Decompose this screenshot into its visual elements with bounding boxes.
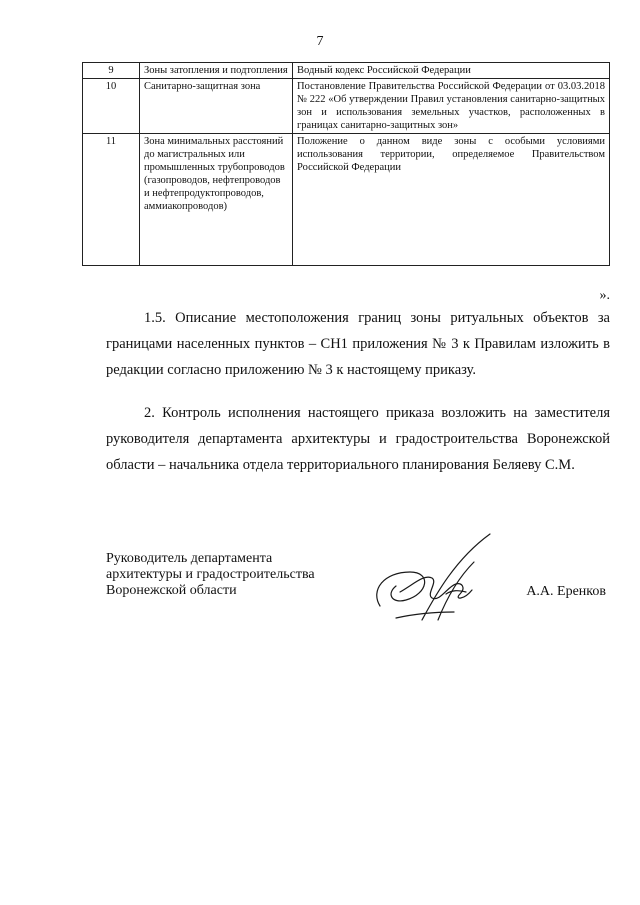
- paragraph-2-text: 2. Контроль исполнения настоящего приказа возложить на заместителя руководителя департамента архитектуры и градостроительства Воронежской области – начальника отдела территориального планирования Беляеву С.М.: [106, 405, 610, 473]
- table-row: [83, 134, 610, 266]
- table-row: [83, 79, 610, 134]
- table-row: [83, 63, 610, 79]
- signatory-title-line: Воронежской области: [106, 583, 237, 598]
- paragraph-1-5-text: 1.5. Описание местоположения границ зоны ритуальных объектов за границами населенных пунктов – СН1 приложения № 3 к Правилам изложить в редакции согласно приложению № 3 к настоящему приказу.: [106, 310, 610, 378]
- paragraph-1-5: [106, 305, 610, 383]
- closing-quote: ».: [599, 288, 610, 303]
- zones-table: [82, 62, 610, 266]
- row-number: 9: [83, 63, 140, 79]
- row-number: 10: [83, 79, 140, 134]
- zone-regulation: Постановление Правительства Российской Федерации от 03.03.2018 № 222 «Об утверждении Правил установления санитарно-защитных зон и использования земельных участков, расположенных в границах санитарно-защитных зон»: [293, 79, 610, 134]
- zone-regulation: Положение о данном виде зоны с особыми условиями использования территории, определяемое Правительством Российской Федерации: [293, 134, 610, 266]
- zone-name: Санитарно-защитная зона: [140, 79, 293, 134]
- zone-name: Зона минимальных расстояний до магистральных или промышленных трубопроводов (газопроводов, нефтепроводов и нефтепродуктопроводов, аммиакопроводов): [140, 134, 293, 266]
- zone-name: Зоны затопления и подтопления: [140, 63, 293, 79]
- row-number: 11: [83, 134, 140, 266]
- page-number: 7: [316, 34, 324, 49]
- signatory-title-line: Руководитель департамента: [106, 551, 273, 566]
- signatory-name: А.А. Еренков: [526, 584, 606, 599]
- zone-regulation: Водный кодекс Российской Федерации: [293, 63, 610, 79]
- signatory-title: [106, 551, 315, 599]
- paragraph-2: [106, 400, 610, 478]
- signatory-title-line: архитектуры и градостроительства: [106, 567, 315, 582]
- handwritten-signature: [362, 528, 512, 628]
